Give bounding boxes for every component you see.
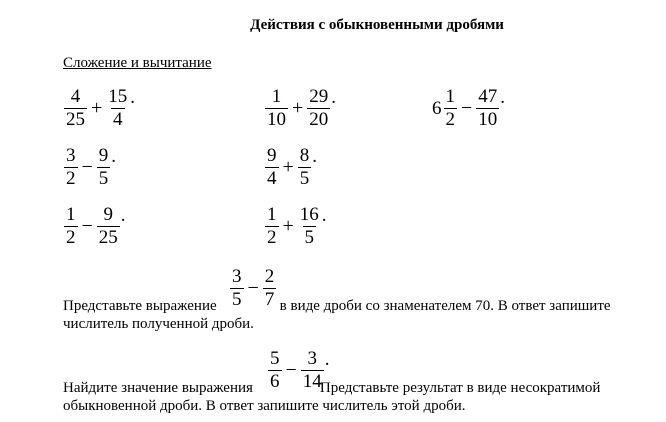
numerator: 4: [70, 86, 81, 107]
numerator: 1: [445, 86, 455, 107]
numerator: 29: [309, 86, 329, 107]
denominator: 2: [66, 227, 76, 248]
denominator: 25: [98, 227, 118, 248]
fraction: [307, 86, 330, 131]
exercise-2: [264, 86, 336, 131]
numerator: 3: [307, 348, 318, 369]
task2-line2: обыкновенной дроби. В ответ запишите числитель этой дроби.: [63, 398, 466, 414]
numerator: 16: [299, 204, 319, 225]
numerator: 9: [267, 145, 277, 166]
period: .: [324, 349, 330, 370]
denominator: 5: [98, 168, 109, 189]
task1-line1: Представьте выражение в виде дроби со знаменателем 70. В ответ запишите: [63, 298, 611, 314]
numerator: 9: [103, 204, 114, 225]
denominator: 5: [304, 227, 315, 248]
denominator: 10: [478, 109, 498, 130]
denominator: 7: [264, 289, 275, 310]
fraction: [64, 204, 78, 249]
fraction: [97, 145, 111, 190]
operator: −: [285, 359, 297, 381]
section-heading: Сложение и вычитание: [63, 55, 212, 71]
operator: +: [282, 156, 294, 178]
page-title: Действия с обыкновенными дробями: [250, 17, 504, 33]
fraction: [97, 204, 120, 249]
numerator: 8: [299, 145, 310, 166]
exercise-4: [63, 145, 116, 190]
fraction: [106, 86, 129, 131]
numerator: 47: [478, 86, 498, 107]
denominator: 2: [445, 109, 455, 130]
fraction: [476, 86, 499, 131]
period: .: [500, 87, 506, 108]
fraction: [265, 86, 288, 131]
numerator: 3: [232, 266, 242, 287]
operator: +: [282, 215, 294, 237]
denominator: 2: [66, 168, 76, 189]
denominator: 25: [66, 109, 85, 130]
exercise-1: [63, 86, 135, 131]
denominator: 14: [302, 371, 322, 392]
exercise-3: [432, 86, 505, 131]
period: .: [111, 146, 117, 167]
operator: +: [292, 97, 304, 119]
denominator: 5: [299, 168, 310, 189]
fraction: [265, 204, 279, 249]
fraction: [265, 145, 279, 190]
denominator: 10: [267, 109, 286, 130]
task2-line1: Найдите значение выражения Представьте результат в виде несократимой: [63, 380, 601, 396]
numerator: 9: [98, 145, 109, 166]
operator: −: [81, 215, 93, 237]
fraction: [298, 204, 321, 249]
exercise-7: [264, 204, 327, 249]
fraction: [444, 86, 458, 131]
denominator: 5: [232, 289, 242, 310]
period: .: [120, 205, 126, 226]
period: .: [312, 146, 318, 167]
denominator: 20: [309, 109, 329, 130]
period: .: [130, 87, 136, 108]
whole-part: 6: [432, 97, 442, 119]
denominator: 4: [267, 168, 277, 189]
operator: +: [91, 97, 103, 119]
exercise-5: [264, 145, 317, 190]
numerator: 1: [66, 204, 76, 225]
numerator: 1: [271, 86, 282, 107]
numerator: 15: [108, 86, 128, 107]
operator: −: [81, 156, 93, 178]
numerator: 1: [267, 204, 277, 225]
fraction: [64, 86, 87, 131]
numerator: 5: [270, 348, 280, 369]
task1-line2: числитель полученной дроби.: [63, 316, 254, 332]
denominator: 2: [267, 227, 277, 248]
period: .: [321, 205, 327, 226]
period: .: [331, 87, 337, 108]
denominator: 6: [270, 371, 280, 392]
fraction: [298, 145, 312, 190]
operator: −: [461, 97, 473, 119]
fraction: [64, 145, 78, 190]
numerator: 2: [264, 266, 275, 287]
denominator: 4: [113, 109, 123, 130]
numerator: 3: [66, 145, 76, 166]
operator: −: [247, 277, 259, 299]
exercise-6: [63, 204, 126, 249]
